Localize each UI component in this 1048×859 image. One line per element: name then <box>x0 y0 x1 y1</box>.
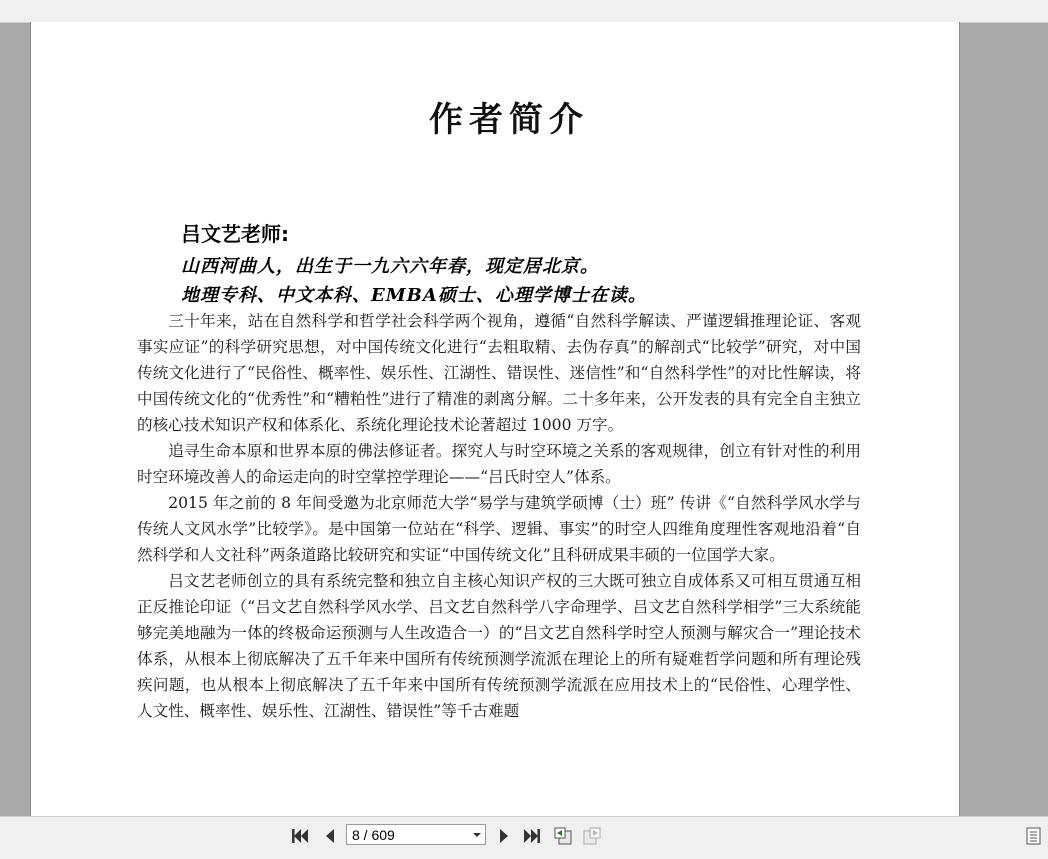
paragraph: 吕文艺老师创立的具有系统完整和独立自主核心知识产权的三大既可独立自成体系又可相互贯通互相正反推论印证（“吕文艺自然科学风水学、吕文艺自然科学八字命理学、吕文艺自然科学相学”三大系统能够完美地融为一体的终极命运预测与人生改造合一）的“吕文艺自然科学时空人预测与解灾合一”理论技术体系，从根本上彻底解决了五千年来中国所有传统预测学流派在理论上的所有疑难哲学问题和所有理论残疾问题，也从根本上彻底解决了五千年来中国所有传统预测学流派在应用技术上的“民俗性、心理学性、人文性、概率性、娱乐性、江湖性、错误性”等千古难题 <box>137 572 861 720</box>
document-page <box>30 22 960 816</box>
paragraph: 2015 年之前的 8 年间受邀为北京师范大学“易学与建筑学硕博（士）班” 传讲《“自然科学风水学与传统人文风水学”比较学》。是中国第一位站在“科学、逻辑、事实”的时空人四维角度理性客观地沿着“自然科学和人文社科”两条道路比较研究和实证“中国传统文化”且科研成果丰硕的一位国学大家。 <box>137 494 861 564</box>
chevron-down-icon <box>473 833 481 837</box>
author-heading: 吕文艺老师: <box>181 222 289 246</box>
page-number-value: 8 / 609 <box>352 827 395 843</box>
last-page-icon[interactable] <box>522 826 542 846</box>
next-page-icon[interactable] <box>494 826 514 846</box>
author-education-line: 地理专科、中文本科、EMBA硕士、心理学博士在读。 <box>181 285 647 306</box>
previous-page-icon[interactable] <box>320 826 340 846</box>
go-back-icon[interactable] <box>553 826 573 846</box>
page-navigation-toolbar <box>0 816 1048 859</box>
first-page-icon[interactable] <box>290 826 310 846</box>
page-title: 作者简介 <box>429 100 589 140</box>
author-origin-line: 山西河曲人，出生于一九六六年春，现定居北京。 <box>181 256 599 277</box>
sidebar-toggle-icon[interactable] <box>1024 826 1044 846</box>
biography-body <box>137 308 861 724</box>
top-toolbar-strip <box>0 0 1048 23</box>
page-number-select[interactable] <box>346 824 486 845</box>
paragraph: 三十年来，站在自然科学和哲学社会科学两个视角，遵循“自然科学解读、严谨逻辑推理论证、客观事实应证”的科学研究思想，对中国传统文化进行“去粗取精、去伪存真”的解剖式“比较学”研究，对中国传统文化进行了“民俗性、概率性、娱乐性、江湖性、错误性、迷信性”和“自然科学性”的对比性解读，将中国传统文化的“优秀性”和“糟粕性”进行了精准的剥离分解。二十多年来，公开发表的具有完全自主独立的核心技术知识产权和体系化、系统化理论技术论著超过 1000 万字。 <box>137 312 861 434</box>
go-forward-icon[interactable] <box>582 826 602 846</box>
paragraph: 追寻生命本原和世界本原的佛法修证者。探究人与时空环境之关系的客观规律，创立有针对性的利用时空环境改善人的命运走向的时空掌控学理论——“吕氏时空人”体系。 <box>137 442 861 486</box>
